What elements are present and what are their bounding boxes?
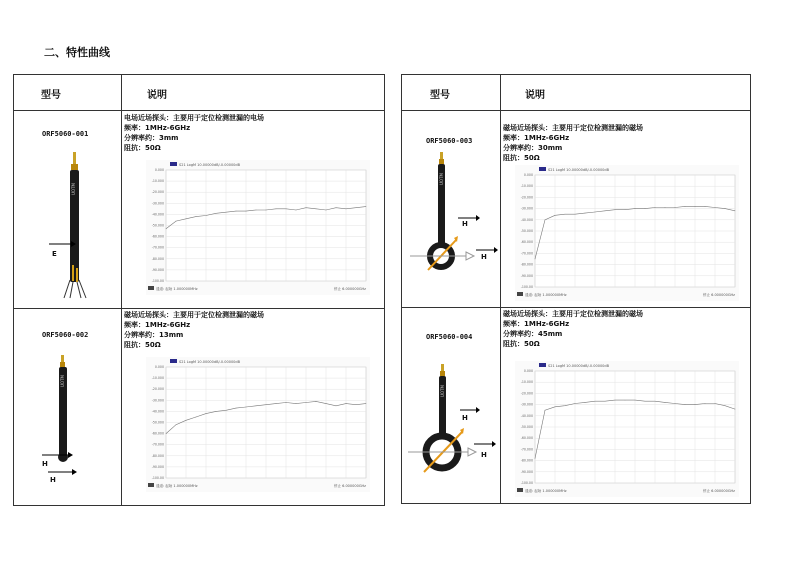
y-tick-label: -70.000	[151, 245, 164, 250]
probe-model: ORF5060-004	[426, 333, 473, 341]
y-tick-label: -30.000	[520, 402, 533, 407]
data-point	[715, 207, 716, 208]
y-tick-label: -100.00	[520, 481, 533, 485]
svg-text:UOTM: UOTM	[60, 375, 65, 387]
spec-table-left	[13, 74, 385, 506]
chart-header: S21 LogM 10.00000dB/-0.00000dB	[179, 360, 241, 364]
y-tick-label: -50.000	[151, 420, 164, 425]
data-point	[705, 206, 706, 207]
data-point	[695, 404, 696, 405]
data-point	[545, 410, 546, 411]
spec-table-right	[401, 74, 751, 504]
probe-desc: 磁场近场探头：主要用于定位检测泄漏的磁场 频率：1MHz-6GHz 分辨率约：30mm 阻抗：50Ω	[503, 124, 643, 162]
data-point	[286, 209, 287, 210]
y-tick-label: -60.000	[151, 431, 164, 436]
y-tick-label: -50.000	[151, 223, 164, 228]
y-tick-label: -90.000	[520, 469, 533, 474]
probe-model: ORF5060-003	[426, 137, 473, 145]
data-point	[226, 410, 227, 411]
data-point	[565, 405, 566, 406]
probe-image-h-field-45mm	[408, 362, 498, 492]
data-point	[316, 209, 317, 210]
data-point	[675, 403, 676, 404]
data-point	[176, 221, 177, 222]
data-point	[186, 420, 187, 421]
data-point	[635, 400, 636, 401]
y-tick-label: -30.000	[520, 206, 533, 211]
data-point	[286, 402, 287, 403]
table-header	[14, 75, 384, 111]
y-tick-label: -90.000	[520, 273, 533, 278]
y-tick-label: -60.000	[520, 240, 533, 245]
data-point	[276, 209, 277, 210]
arrow-label-h: H	[481, 253, 487, 261]
chart-footer-start: 通道: 起始 1.000000MHz	[156, 484, 198, 488]
chart-header: S21 LogM 10.00000dB/-0.00000dB	[548, 168, 610, 172]
chart-footer-start: 通道: 起始 1.000000MHz	[525, 293, 567, 297]
data-point	[705, 403, 706, 404]
chart-footer-start: 通道: 起始 1.000000MHz	[525, 489, 567, 493]
arrow-label-h: H	[50, 476, 56, 484]
probe-model: ORF5060-001	[42, 130, 89, 138]
chart-001	[146, 160, 370, 295]
data-point	[615, 209, 616, 210]
header-desc: 说明	[147, 90, 167, 101]
chart-footer-stop: 停止 6.000000GHz	[703, 293, 735, 297]
arrow-label-h: H	[481, 451, 487, 459]
data-point	[186, 219, 187, 220]
data-point	[735, 211, 736, 212]
data-point	[326, 210, 327, 211]
chart-footer-stop: 停止 6.000000GHz	[334, 287, 366, 291]
y-tick-label: -20.000	[520, 195, 533, 200]
header-desc: 说明	[525, 90, 545, 101]
data-point	[266, 210, 267, 211]
y-tick-label: -100.00	[151, 476, 164, 480]
probe-desc: 磁场近场探头：主要用于定位检测泄漏的磁场 频率：1MHz-6GHz 分辨率约：13mm 阻抗：50Ω	[124, 311, 264, 349]
chart-003	[515, 165, 739, 301]
data-point	[685, 404, 686, 405]
chart-002	[146, 357, 370, 492]
y-tick-label: -80.000	[520, 458, 533, 463]
data-point	[585, 213, 586, 214]
y-tick-label: -30.000	[151, 398, 164, 403]
data-point	[356, 404, 357, 405]
data-point	[306, 402, 307, 403]
data-point	[555, 215, 556, 216]
data-point	[575, 403, 576, 404]
y-tick-label: -70.000	[520, 251, 533, 256]
svg-text:UOTM: UOTM	[439, 173, 444, 185]
data-point	[326, 403, 327, 404]
probe-desc: 电场近场探头：主要用于定位检测泄漏的电场 频率：1MHz-6GHz 分辨率约：3mm 阻抗：50Ω	[124, 114, 264, 152]
y-tick-label: -90.000	[151, 464, 164, 469]
y-tick-label: 0.000	[154, 365, 164, 369]
data-point	[216, 411, 217, 412]
y-tick-label: -100.00	[520, 285, 533, 289]
chart-footer-stop: 停止 6.000000GHz	[334, 484, 366, 488]
y-tick-label: -40.000	[151, 409, 164, 414]
data-point	[695, 206, 696, 207]
data-point	[645, 401, 646, 402]
data-point	[166, 433, 167, 434]
data-point	[545, 220, 546, 221]
data-point	[166, 229, 167, 230]
y-tick-label: -90.000	[151, 267, 164, 272]
y-tick-label: -30.000	[151, 201, 164, 206]
data-point	[196, 417, 197, 418]
y-tick-label: -20.000	[520, 391, 533, 396]
y-tick-label: -80.000	[151, 453, 164, 458]
data-point	[276, 403, 277, 404]
y-tick-label: -50.000	[520, 229, 533, 233]
data-point	[585, 402, 586, 403]
y-tick-label: -10.000	[151, 376, 164, 381]
y-tick-label: -100.00	[151, 279, 164, 283]
data-point	[206, 215, 207, 216]
y-tick-label: -80.000	[151, 256, 164, 261]
table-header	[402, 75, 750, 111]
arrow-label-e: E	[52, 250, 57, 258]
y-tick-label: -40.000	[520, 217, 533, 222]
y-tick-label: -10.000	[520, 380, 533, 385]
y-tick-label: -60.000	[151, 234, 164, 239]
y-tick-label: -10.000	[520, 184, 533, 189]
data-point	[625, 400, 626, 401]
y-tick-label: 0.000	[154, 168, 164, 172]
y-tick-label: 0.000	[523, 369, 533, 373]
data-point	[595, 401, 596, 402]
data-point	[296, 403, 297, 404]
probe-desc: 磁场近场探头：主要用于定位检测泄漏的磁场 频率：1MHz-6GHz 分辨率约：45mm 阻抗：50Ω	[503, 310, 643, 348]
chart-footer-start: 通道: 起始 1.000000MHz	[156, 287, 198, 291]
arrow-label-h: H	[42, 460, 48, 468]
data-point	[246, 407, 247, 408]
data-point	[336, 406, 337, 407]
data-point	[246, 211, 247, 212]
probe-model: ORF5060-002	[42, 331, 89, 339]
y-tick-label: -50.000	[520, 425, 533, 429]
chart-header: S21 LogM 10.00000dB/-0.00000dB	[548, 364, 610, 368]
data-point	[665, 207, 666, 208]
data-point	[356, 207, 357, 208]
y-tick-label: -40.000	[151, 212, 164, 217]
data-point	[216, 213, 217, 214]
data-point	[575, 214, 576, 215]
data-point	[336, 207, 337, 208]
data-point	[366, 403, 367, 404]
chart-004	[515, 361, 739, 497]
data-point	[196, 216, 197, 217]
section-title: 二、特性曲线	[44, 46, 110, 59]
data-point	[346, 209, 347, 210]
data-point	[236, 211, 237, 212]
data-point	[665, 402, 666, 403]
y-tick-label: -60.000	[520, 436, 533, 441]
header-model: 型号	[41, 90, 61, 101]
data-point	[316, 401, 317, 402]
y-tick-label: -70.000	[151, 442, 164, 447]
data-point	[595, 212, 596, 213]
data-point	[226, 212, 227, 213]
data-point	[256, 210, 257, 211]
probe-image-e-field	[44, 150, 104, 300]
data-point	[635, 208, 636, 209]
y-tick-label: -80.000	[520, 262, 533, 267]
arrow-label-h: H	[462, 220, 468, 228]
svg-text:UOTM: UOTM	[440, 385, 445, 397]
header-model: 型号	[430, 90, 450, 101]
data-point	[655, 207, 656, 208]
data-point	[266, 404, 267, 405]
data-point	[615, 400, 616, 401]
data-point	[605, 401, 606, 402]
data-point	[366, 206, 367, 207]
data-point	[675, 207, 676, 208]
data-point	[735, 409, 736, 410]
data-point	[555, 407, 556, 408]
svg-text:UOTM: UOTM	[71, 183, 76, 195]
data-point	[565, 214, 566, 215]
data-point	[206, 413, 207, 414]
data-point	[725, 405, 726, 406]
data-point	[645, 208, 646, 209]
data-point	[535, 259, 536, 260]
y-tick-label: -70.000	[520, 447, 533, 452]
data-point	[236, 408, 237, 409]
data-point	[685, 206, 686, 207]
data-point	[306, 207, 307, 208]
data-point	[256, 406, 257, 407]
y-tick-label: 0.000	[523, 173, 533, 177]
data-point	[625, 209, 626, 210]
y-tick-label: -20.000	[151, 190, 164, 195]
y-tick-label: -20.000	[151, 387, 164, 392]
chart-footer-stop: 停止 6.000000GHz	[703, 489, 735, 493]
y-tick-label: -10.000	[151, 179, 164, 184]
data-point	[176, 424, 177, 425]
data-point	[715, 403, 716, 404]
data-point	[296, 210, 297, 211]
data-point	[605, 211, 606, 212]
data-point	[725, 208, 726, 209]
data-point	[535, 458, 536, 459]
chart-header: S21 LogM 10.00000dB/-0.00000dB	[179, 163, 241, 167]
y-tick-label: -40.000	[520, 413, 533, 418]
data-point	[346, 403, 347, 404]
data-point	[655, 401, 656, 402]
arrow-label-h: H	[462, 414, 468, 422]
